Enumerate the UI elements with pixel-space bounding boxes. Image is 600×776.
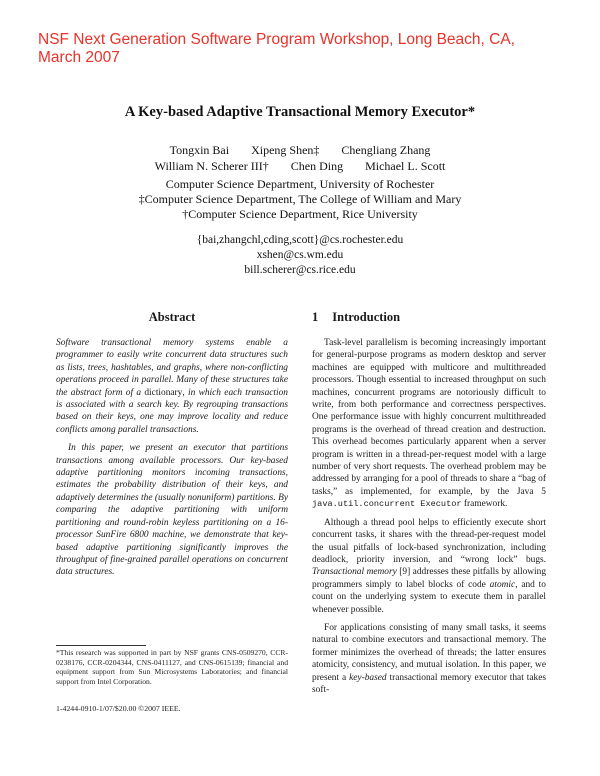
- intro-paragraph-2: [312, 517, 546, 616]
- footnote-rule: [56, 645, 146, 646]
- author-name: Tongxin Bai: [169, 143, 230, 157]
- email: {bai,zhangchl,cding,scott}@cs.rochester.edu: [196, 234, 404, 246]
- text-run: Task-level parallelism is becoming increasingly important for general-purpose programs as modern desktop and server machines are equipped with multicore and multithreaded processors. Though essential to increased throughput on such machines, concurrent programs are notoriously difficult to write, from both performance and correctness perspectives. One performance issue with highly concurrent multithreaded programs is the overhead of thread creation and destruction. This overhead becomes particularly apparent when a server program is written in a thread-per-request model with a large number of very short requests. The overhead problem may be addressed by arranging for a pool of threads to share a “bag of tasks,” as implemented, for example, by the Java 5: [312, 338, 546, 497]
- text-run: key-based: [349, 672, 387, 683]
- workshop-line-1: NSF Next Generation Software Program Workshop, Long Beach, CA,: [38, 31, 515, 48]
- text-run: Although a thread pool helps to efficiently execute short concurrent tasks, it shares with the thread-per-request model the usual pitfalls of lock-based synchronization, including deadlock, priority inversion, and “wrong lock” bugs.: [312, 517, 546, 565]
- text-run: , in which each transaction is associated with a search key. By regrouping transactions based on their keys, one may improve locality and reduce conflicts among parallel transactions.: [56, 387, 288, 435]
- affiliations: [0, 177, 600, 222]
- text-run: Transactional memory: [312, 567, 397, 578]
- intro-paragraph-1: [312, 337, 546, 511]
- paper-title: A Key-based Adaptive Transactional Memory Executor*: [124, 104, 476, 120]
- text-run: For applications consisting of many small tasks, it seems natural to combine executors and transactional memory. The former minimizes the overhead of threads; the latter ensures atomicity, consistency, and mutual isolation. In this paper, we present a: [312, 622, 546, 683]
- author-row-2: [0, 158, 600, 174]
- author-name: Michael L. Scott: [365, 159, 446, 173]
- footnote: *This research was supported in part by NSF grants CNS-0509270, CCR-0238176, CCR-0204344, CNS-0411127, and CNS-0615139; financial and equipment support from Sun Microsystems Laboratories; and financial support from Intel Corporation.: [56, 648, 288, 686]
- affiliation: ‡Computer Science Department, The College of William and Mary: [138, 192, 462, 206]
- workshop-line-2: March 2007: [38, 49, 120, 66]
- author-row-1: [0, 142, 600, 158]
- email-block: [0, 233, 600, 278]
- abstract-paragraph-1: [56, 337, 288, 436]
- author-block: [0, 142, 600, 174]
- workshop-header: [38, 31, 518, 67]
- abstract-heading: Abstract: [148, 310, 196, 324]
- author-name: William N. Scherer III†: [154, 159, 269, 173]
- abstract-paragraph-2: In this paper, we present an executor that partitions transactions among available processors. Our key-based adaptive partitioning monitors incoming transactions, estimates the probability distribution of their keys, and adaptively determines the (usually nonuniform) partitions. By comparing the adaptive partitioning with uniform partitioning and round-robin keyless partitioning on a 16-processor SunFire 6800 machine, we demonstrate that key-based adaptive partitioning significantly improves the throughput of fine-grained parallel operations on concurrent data structures.: [56, 443, 288, 578]
- author-name: Chen Ding: [290, 159, 344, 173]
- text-run: , and to count on the underlying system to execute them in parallel whenever possible.: [312, 579, 546, 615]
- text-run: Software transactional memory systems enable a programmer to easily write concurrent data structures such as lists, trees, hashtables, and graphs, where non-conflicting operations proceed in parallel. Many of these structures take the abstract form of a: [56, 338, 288, 398]
- author-name: Chengliang Zhang: [341, 143, 431, 157]
- introduction-column: [312, 310, 546, 696]
- text-run: [9] addresses these pitfalls by allowing programmers simply to label blocks of code: [312, 567, 547, 590]
- text-run: transactional memory executor that takes soft-: [312, 672, 547, 695]
- abstract-column: [56, 310, 288, 579]
- copyright-line: 1-4244-0910-1/07/$20.00 ©2007 IEEE.: [56, 704, 181, 713]
- affiliation: †Computer Science Department, Rice University: [182, 207, 418, 221]
- email: xshen@cs.wm.edu: [256, 249, 344, 261]
- text-run: dictionary: [144, 387, 183, 398]
- code-run: java.util.concurrent Executor: [312, 499, 462, 510]
- email: bill.scherer@cs.rice.edu: [244, 264, 356, 276]
- intro-paragraph-3: [312, 622, 546, 696]
- section-number: 1: [312, 310, 319, 324]
- text-run: atomic: [489, 579, 516, 590]
- section-title: Introduction: [332, 310, 401, 324]
- affiliation: Computer Science Department, University of Rochester: [165, 177, 435, 191]
- author-name: Xipeng Shen‡: [251, 143, 320, 157]
- text-run: framework.: [461, 499, 508, 510]
- introduction-heading: [312, 310, 546, 325]
